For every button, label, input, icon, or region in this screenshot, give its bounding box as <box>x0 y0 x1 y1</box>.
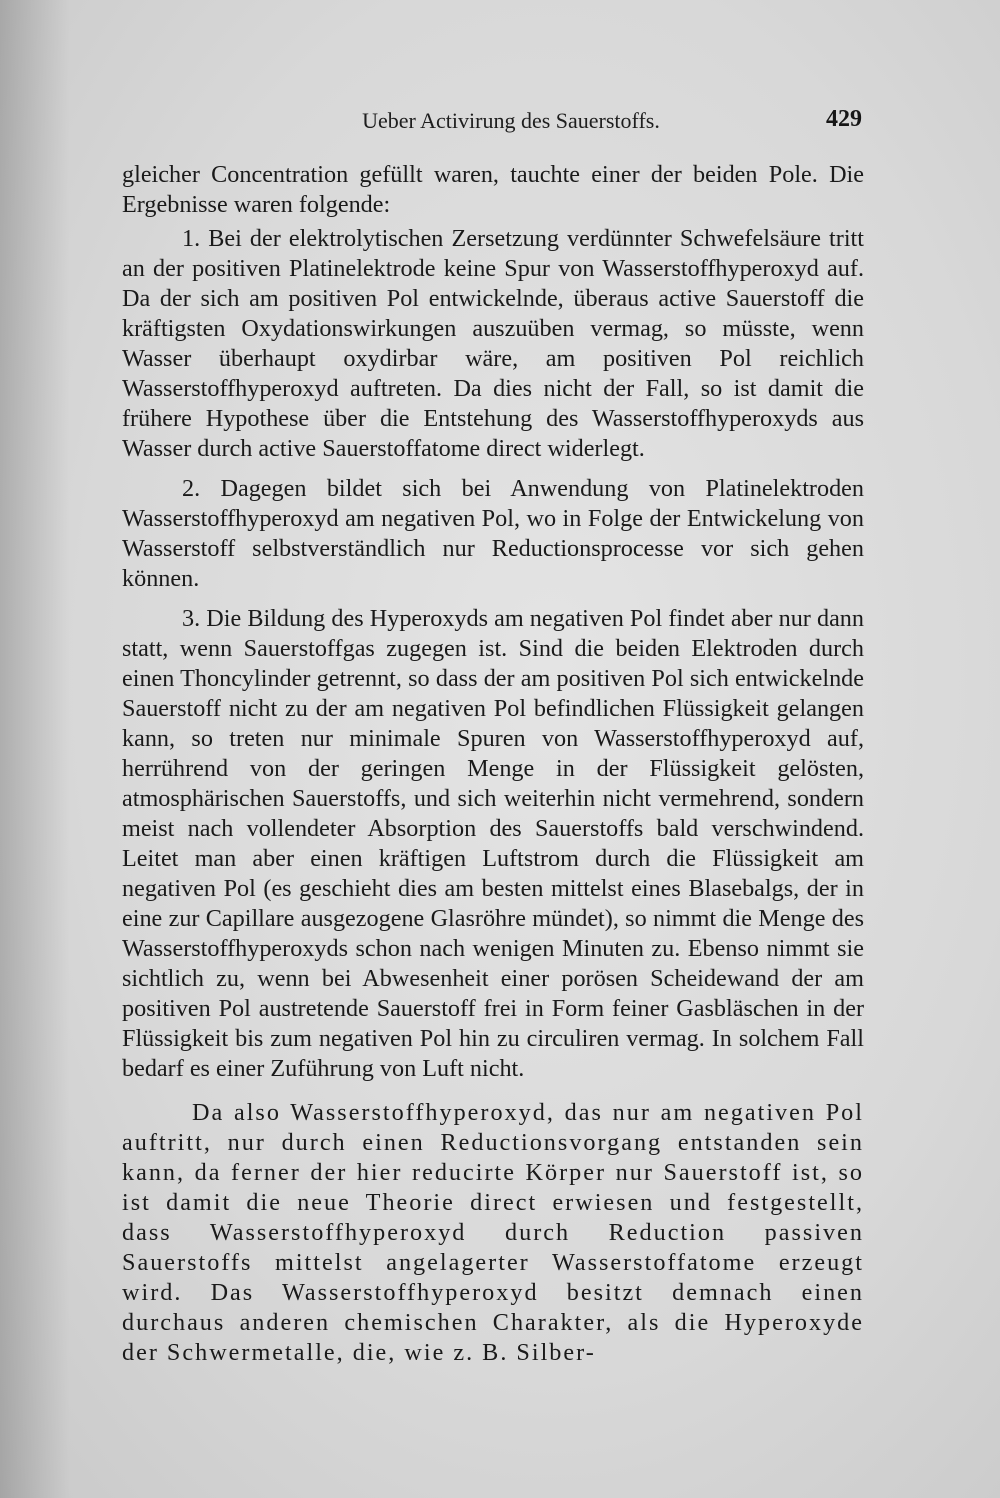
paragraph-conclusion: Da also Wasserstoffhyperoxyd, das nur am negativen Pol auftritt, nur durch einen Reductionsvorgang entstanden sein kann, da ferner der hier reducirte Körper nur Sauerstoff ist, so ist damit die neue Theorie direct erwiesen und festgestellt, dass Wasserstoffhyperoxyd durch Reduction passiven Sauerstoffs mittelst angelagerter Wasserstoffatome erzeugt wird. Das Wasserstoffhyperoxyd besitzt demnach einen durchaus anderen chemischen Charakter, als die Hyperoxyde der Schwermetalle, die, wie z. B. Silber- <box>122 1099 864 1366</box>
paragraph-finding-2: 2. Dagegen bildet sich bei Anwendung von Platinelektroden Wasserstoffhyperoxyd am negativen Pol, wo in Folge der Entwickelung von Wasserstoff selbstverständlich nur Reductionsprocesse vor sich gehen können. <box>122 475 864 592</box>
body-text <box>122 160 864 1368</box>
running-head: Ueber Activirung des Sauerstoffs. <box>362 108 660 133</box>
paragraph-finding-3: 3. Die Bildung des Hyperoxyds am negativen Pol findet aber nur dann statt, wenn Sauerstoffgas zugegen ist. Sind die beiden Elektroden durch einen Thoncylinder getrennt, so dass der am positiven Pol sich entwickelnde Sauerstoff nicht zu der am negativen Pol befindlichen Flüssigkeit gelangen kann, so treten nur minimale Spuren von Wasserstoffhyperoxyd auf, herrührend von der geringen Menge in der Flüssigkeit gelösten, atmosphärischen Sauerstoffs, und sich weiterhin nicht vermehrend, sondern meist nach vollendeter Absorption des Sauerstoffs bald verschwindend. Leitet man aber einen kräftigen Luftstrom durch die Flüssigkeit am negativen Pol (es geschieht dies am besten mittelst eines Blasebalgs, der in eine zur Capillare ausgezogene Glasröhre mündet), so nimmt die Menge des Wasserstoffhyperoxyds schon nach wenigen Minuten zu. Ebenso nimmt sie sichtlich zu, wenn bei Abwesenheit einer porösen Scheidewand der am positiven Pol austretende Sauerstoff frei in Form feiner Gasbläschen in der Flüssigkeit bis zum negativen Pol hin zu circuliren vermag. In solchem Fall bedarf es einer Zuführung von Luft nicht. <box>122 605 864 1082</box>
paragraph-continuation: gleicher Concentration gefüllt waren, tauchte einer der beiden Pole. Die Ergebnisse waren folgende: <box>122 161 864 218</box>
page-header <box>120 108 862 142</box>
page-number: 429 <box>826 106 862 132</box>
paragraph-finding-1: 1. Bei der elektrolytischen Zersetzung verdünnter Schwefelsäure tritt an der positiven Platinelektrode keine Spur von Wasserstoffhyperoxyd auf. Da der sich am positiven Pol entwickelnde, überaus active Sauerstoff die kräftigsten Oxydationswirkungen auszuüben vermag, so müsste, wenn Wasser überhaupt oxydirbar wäre, am positiven Pol reichlich Wasserstoffhyperoxyd auftreten. Da dies nicht der Fall, so ist damit die frühere Hypothese über die Entstehung des Wasserstoffhyperoxyds aus Wasser durch active Sauerstoffatome direct widerlegt. <box>122 225 864 462</box>
